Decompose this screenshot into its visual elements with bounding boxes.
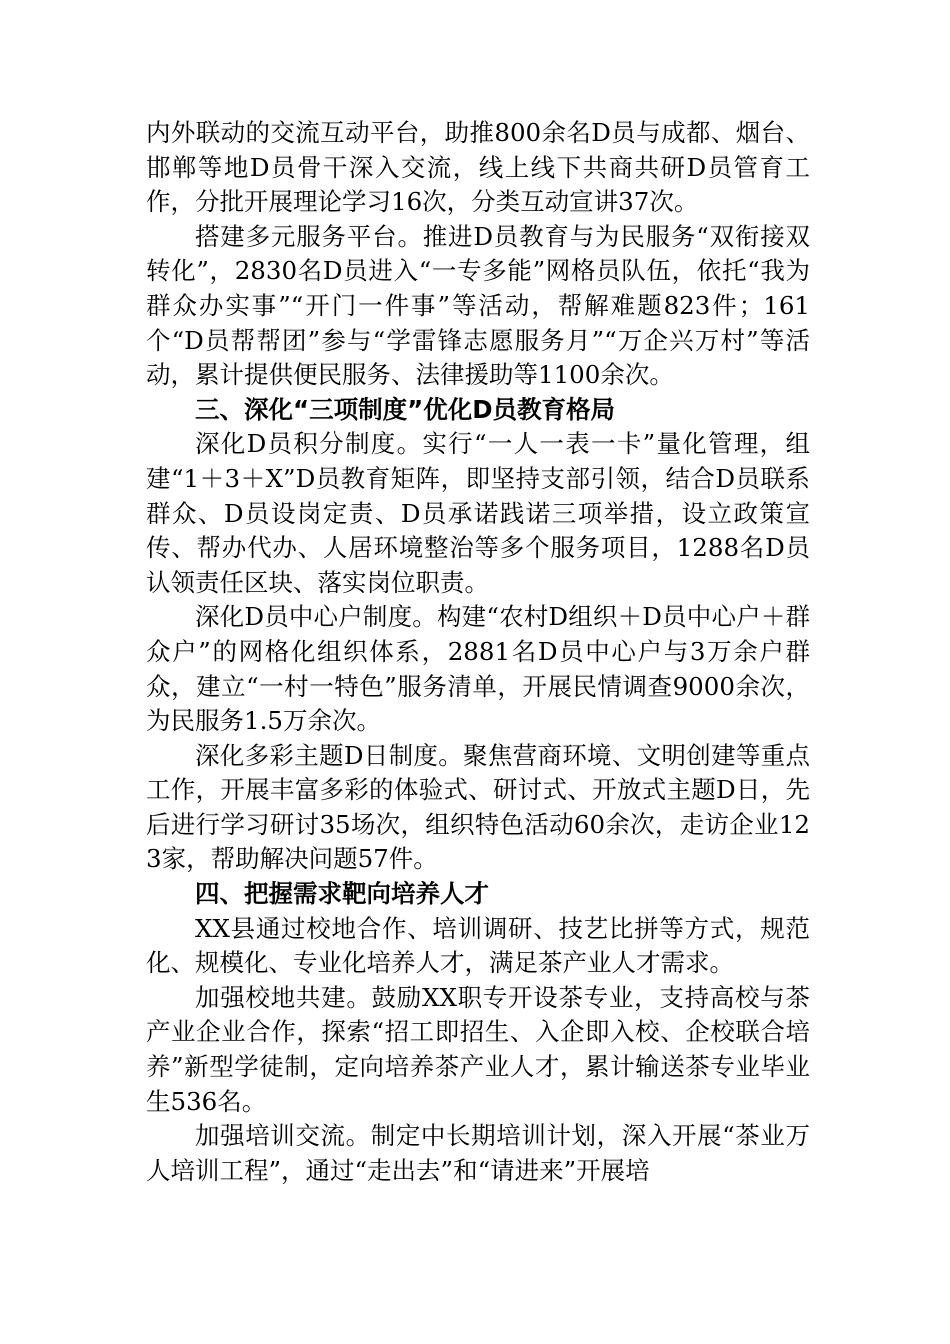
section-heading-4: 四、把握需求靶向培养人才 bbox=[195, 879, 489, 909]
paragraph-4: 深化D员中心户制度。构建“农村D组织＋D员中心户＋群众户”的网格化组织体系，2881名D员中心户与3万余户群众，建立“一村一特色”服务清单，开展民情调查9000余次，为民服务1.5万余次。 bbox=[146, 602, 810, 736]
paragraph-8: 加强培训交流。制定中长期培训计划，深入开展“茶业万人培训工程”，通过“走出去”和“请进来”开展培 bbox=[146, 1121, 810, 1185]
document-page bbox=[146, 116, 810, 1188]
paragraph-3: 深化D员积分制度。实行“一人一表一卡”量化管理，组建“1＋3＋X”D员教育矩阵，即坚持支部引领，结合D员联系群众、D员设岗定责、D员承诺践诺三项举措，设立政策宣传、帮办代办、人居环境整治等多个服务项目，1288名D员认领责任区块、落实岗位职责。 bbox=[146, 429, 810, 597]
paragraph-1: 内外联动的交流互动平台，助推800余名D员与成都、烟台、邯郸等地D员骨干深入交流，线上线下共商共研D员管育工作，分批开展理论学习16次，分类互动宣讲37次。 bbox=[146, 118, 810, 217]
paragraph-7: 加强校地共建。鼓励XX职专开设茶专业，支持高校与茶产业企业合作，探索“招工即招生、入企即入校、企校联合培养”新型学徒制，定向培养茶产业人才，累计输送茶专业毕业生536名。 bbox=[146, 982, 810, 1116]
section-heading-3: 三、深化“三项制度”优化D员教育格局 bbox=[195, 394, 616, 424]
paragraph-5: 深化多彩主题D日制度。聚焦营商环境、文明创建等重点工作，开展丰富多彩的体验式、研讨式、开放式主题D日，先后进行学习研讨35场次，组织特色活动60余次，走访企业123家，帮助解决问题57件。 bbox=[146, 740, 810, 874]
paragraph-2: 搭建多元服务平台。推进D员教育与为民服务“双衔接双转化”，2830名D员进入“一专多能”网格员队伍，依托“我为群众办实事”“开门一件事”等活动，帮解难题823件；161个“D员帮帮团”参与“学雷锋志愿服务月”“万企兴万村”等活动，累计提供便民服务、法律援助等1100余次。 bbox=[146, 221, 810, 390]
paragraph-6: XX县通过校地合作、培训调研、技艺比拼等方式，规范化、规模化、专业化培养人才，满足茶产业人才需求。 bbox=[146, 913, 810, 978]
